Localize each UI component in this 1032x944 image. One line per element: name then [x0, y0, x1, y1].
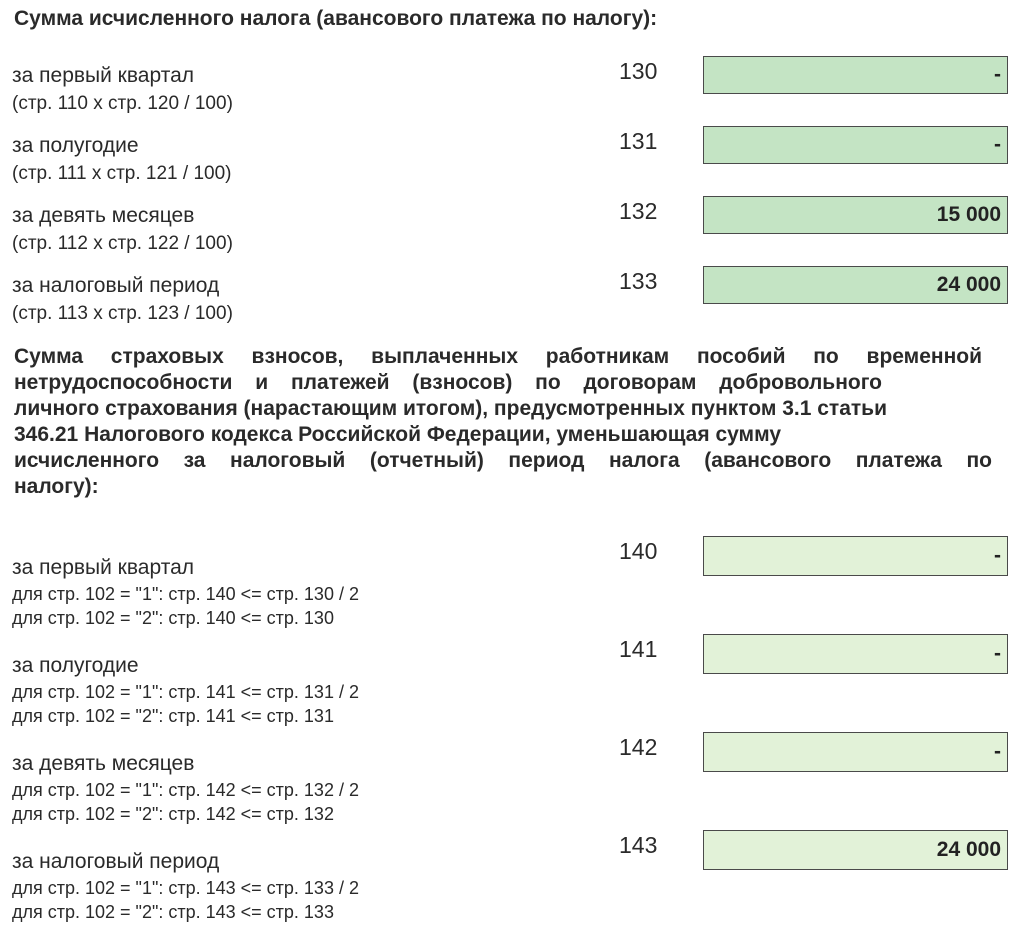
formula-line-1: для стр. 102 = "1": стр. 142 <= стр. 132 / 2 — [12, 780, 359, 800]
row-formula: (стр. 112 х стр. 122 / 100) — [12, 233, 233, 254]
tax-field-132[interactable]: 15 000 — [703, 196, 1008, 234]
row-label: за налоговый период — [12, 274, 220, 297]
row-code: 141 — [619, 636, 658, 662]
formula-line-2: для стр. 102 = "2": стр. 140 <= стр. 130 — [12, 608, 334, 628]
row-code: 140 — [619, 538, 658, 564]
tax-field-131[interactable]: - — [703, 126, 1008, 164]
contrib-field-141[interactable]: - — [703, 634, 1008, 674]
row-label: за первый квартал — [12, 64, 195, 87]
row-label: за полугодие — [12, 134, 139, 157]
row-label: за первый квартал — [12, 556, 195, 579]
formula-line-2: для стр. 102 = "2": стр. 141 <= стр. 131 — [12, 706, 334, 726]
row-formula — [12, 582, 359, 630]
row-label: за девять месяцев — [12, 204, 195, 227]
formula-line-1: для стр. 102 = "1": стр. 140 <= стр. 130 / 2 — [12, 584, 359, 604]
contrib-field-142[interactable]: - — [703, 732, 1008, 772]
tax-field-130[interactable]: - — [703, 56, 1008, 94]
row-formula: (стр. 110 х стр. 120 / 100) — [12, 93, 233, 114]
heading-line: нетрудоспособности и платежей (взносов) по договорам добровольного — [14, 371, 882, 394]
row-code: 143 — [619, 832, 658, 858]
row-formula — [12, 680, 359, 728]
heading-line: исчисленного за налоговый (отчетный) период налога (авансового платежа по — [14, 449, 992, 472]
formula-line-2: для стр. 102 = "2": стр. 143 <= стр. 133 — [12, 902, 334, 922]
row-code: 132 — [619, 198, 658, 224]
contrib-field-143[interactable]: 24 000 — [703, 830, 1008, 870]
heading-line: 346.21 Налогового кодекса Российской Федерации, уменьшающая сумму — [14, 423, 782, 446]
section2-heading — [14, 344, 1032, 500]
heading-line: Сумма страховых взносов, выплаченных работникам пособий по временной — [14, 345, 982, 368]
row-code: 130 — [619, 58, 658, 84]
formula-line-2: для стр. 102 = "2": стр. 142 <= стр. 132 — [12, 804, 334, 824]
section1-heading: Сумма исчисленного налога (авансового платежа по налогу): — [14, 7, 658, 30]
row-formula: (стр. 111 х стр. 121 / 100) — [12, 163, 232, 184]
tax-field-133[interactable]: 24 000 — [703, 266, 1008, 304]
heading-line: личного страхования (нарастающим итогом), предусмотренных пунктом 3.1 статьи — [14, 397, 887, 420]
row-formula — [12, 876, 359, 924]
row-code: 133 — [619, 268, 658, 294]
row-label: за полугодие — [12, 654, 139, 677]
row-code: 131 — [619, 128, 658, 154]
contrib-field-140[interactable]: - — [703, 536, 1008, 576]
heading-line: налогу): — [14, 475, 99, 498]
row-label: за налоговый период — [12, 850, 220, 873]
formula-line-1: для стр. 102 = "1": стр. 143 <= стр. 133 / 2 — [12, 878, 359, 898]
row-formula: (стр. 113 х стр. 123 / 100) — [12, 303, 233, 324]
formula-line-1: для стр. 102 = "1": стр. 141 <= стр. 131 / 2 — [12, 682, 359, 702]
row-code: 142 — [619, 734, 658, 760]
row-label: за девять месяцев — [12, 752, 195, 775]
row-formula — [12, 778, 359, 826]
